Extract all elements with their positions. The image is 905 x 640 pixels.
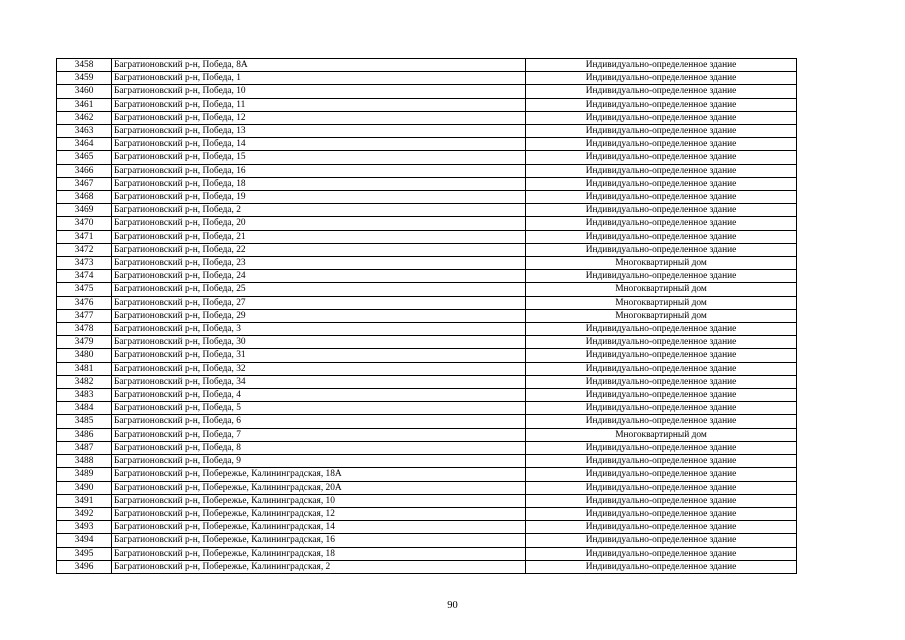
building-type-cell: Индивидуально-определенное здание: [526, 230, 797, 243]
table-row: [57, 323, 797, 336]
building-type-cell: Индивидуально-определенное здание: [526, 481, 797, 494]
address-cell: Багратионовский р-н, Побережье, Калининградская, 10: [112, 494, 526, 507]
row-number-cell: 3459: [57, 72, 112, 85]
row-number-cell: 3474: [57, 270, 112, 283]
building-type-cell: Индивидуально-определенное здание: [526, 455, 797, 468]
building-type-cell: Индивидуально-определенное здание: [526, 98, 797, 111]
building-type-cell: Индивидуально-определенное здание: [526, 402, 797, 415]
table-row: [57, 191, 797, 204]
row-number-cell: 3492: [57, 507, 112, 520]
address-cell: Багратионовский р-н, Победа, 8: [112, 441, 526, 454]
address-cell: Багратионовский р-н, Победа, 8А: [112, 59, 526, 72]
table-row: [57, 151, 797, 164]
table-row: [57, 217, 797, 230]
row-number-cell: 3466: [57, 164, 112, 177]
table-row: [57, 164, 797, 177]
address-cell: Багратионовский р-н, Побережье, Калининградская, 14: [112, 521, 526, 534]
address-cell: Багратионовский р-н, Победа, 7: [112, 428, 526, 441]
row-number-cell: 3495: [57, 547, 112, 560]
building-type-cell: Многоквартирный дом: [526, 309, 797, 322]
row-number-cell: 3469: [57, 204, 112, 217]
table-row: [57, 243, 797, 256]
table-row: [57, 270, 797, 283]
address-cell: Багратионовский р-н, Победа, 18: [112, 177, 526, 190]
building-type-cell: Индивидуально-определенное здание: [526, 191, 797, 204]
address-cell: Багратионовский р-н, Победа, 31: [112, 349, 526, 362]
row-number-cell: 3460: [57, 85, 112, 98]
registry-table: [56, 58, 797, 574]
row-number-cell: 3472: [57, 243, 112, 256]
address-cell: Багратионовский р-н, Победа, 5: [112, 402, 526, 415]
address-cell: Багратионовский р-н, Победа, 12: [112, 111, 526, 124]
table-row: [57, 375, 797, 388]
building-type-cell: Индивидуально-определенное здание: [526, 85, 797, 98]
address-cell: Багратионовский р-н, Победа, 25: [112, 283, 526, 296]
address-cell: Багратионовский р-н, Победа, 23: [112, 257, 526, 270]
row-number-cell: 3489: [57, 468, 112, 481]
table-row: [57, 560, 797, 573]
table-row: [57, 362, 797, 375]
building-type-cell: Индивидуально-определенное здание: [526, 138, 797, 151]
address-cell: Багратионовский р-н, Побережье, Калининградская, 12: [112, 507, 526, 520]
address-cell: Багратионовский р-н, Победа, 34: [112, 375, 526, 388]
row-number-cell: 3480: [57, 349, 112, 362]
address-cell: Багратионовский р-н, Победа, 32: [112, 362, 526, 375]
building-type-cell: Индивидуально-определенное здание: [526, 323, 797, 336]
table-row: [57, 441, 797, 454]
table-row: [57, 204, 797, 217]
row-number-cell: 3477: [57, 309, 112, 322]
building-type-cell: Многоквартирный дом: [526, 257, 797, 270]
row-number-cell: 3481: [57, 362, 112, 375]
row-number-cell: 3482: [57, 375, 112, 388]
table-row: [57, 138, 797, 151]
address-cell: Багратионовский р-н, Победа, 13: [112, 125, 526, 138]
address-cell: Багратионовский р-н, Победа, 29: [112, 309, 526, 322]
row-number-cell: 3491: [57, 494, 112, 507]
table-row: [57, 177, 797, 190]
row-number-cell: 3458: [57, 59, 112, 72]
row-number-cell: 3476: [57, 296, 112, 309]
building-type-cell: Индивидуально-определенное здание: [526, 468, 797, 481]
building-type-cell: Индивидуально-определенное здание: [526, 217, 797, 230]
address-cell: Багратионовский р-н, Победа, 6: [112, 415, 526, 428]
building-type-cell: Индивидуально-определенное здание: [526, 111, 797, 124]
row-number-cell: 3465: [57, 151, 112, 164]
row-number-cell: 3461: [57, 98, 112, 111]
row-number-cell: 3487: [57, 441, 112, 454]
row-number-cell: 3478: [57, 323, 112, 336]
row-number-cell: 3467: [57, 177, 112, 190]
building-type-cell: Индивидуально-определенное здание: [526, 177, 797, 190]
table-row: [57, 125, 797, 138]
address-cell: Багратионовский р-н, Победа, 11: [112, 98, 526, 111]
address-cell: Багратионовский р-н, Победа, 30: [112, 336, 526, 349]
document-page: [56, 58, 796, 574]
table-row: [57, 72, 797, 85]
address-cell: Багратионовский р-н, Победа, 15: [112, 151, 526, 164]
table-row: [57, 402, 797, 415]
address-cell: Багратионовский р-н, Победа, 9: [112, 455, 526, 468]
row-number-cell: 3479: [57, 336, 112, 349]
row-number-cell: 3484: [57, 402, 112, 415]
table-row: [57, 481, 797, 494]
table-row: [57, 415, 797, 428]
address-cell: Багратионовский р-н, Победа, 19: [112, 191, 526, 204]
table-row: [57, 349, 797, 362]
table-row: [57, 428, 797, 441]
row-number-cell: 3462: [57, 111, 112, 124]
table-row: [57, 257, 797, 270]
building-type-cell: Индивидуально-определенное здание: [526, 389, 797, 402]
building-type-cell: Индивидуально-определенное здание: [526, 204, 797, 217]
table-row: [57, 336, 797, 349]
building-type-cell: Индивидуально-определенное здание: [526, 521, 797, 534]
row-number-cell: 3485: [57, 415, 112, 428]
building-type-cell: Индивидуально-определенное здание: [526, 164, 797, 177]
table-row: [57, 468, 797, 481]
address-cell: Багратионовский р-н, Победа, 22: [112, 243, 526, 256]
building-type-cell: Индивидуально-определенное здание: [526, 72, 797, 85]
address-cell: Багратионовский р-н, Победа, 24: [112, 270, 526, 283]
address-cell: Багратионовский р-н, Победа, 4: [112, 389, 526, 402]
address-cell: Багратионовский р-н, Победа, 20: [112, 217, 526, 230]
registry-table-body: [57, 59, 797, 574]
address-cell: Багратионовский р-н, Победа, 21: [112, 230, 526, 243]
address-cell: Багратионовский р-н, Побережье, Калининградская, 18: [112, 547, 526, 560]
table-row: [57, 547, 797, 560]
address-cell: Багратионовский р-н, Побережье, Калининградская, 2: [112, 560, 526, 573]
row-number-cell: 3473: [57, 257, 112, 270]
table-row: [57, 98, 797, 111]
building-type-cell: Индивидуально-определенное здание: [526, 375, 797, 388]
building-type-cell: Индивидуально-определенное здание: [526, 507, 797, 520]
row-number-cell: 3471: [57, 230, 112, 243]
address-cell: Багратионовский р-н, Победа, 10: [112, 85, 526, 98]
address-cell: Багратионовский р-н, Победа, 2: [112, 204, 526, 217]
table-row: [57, 455, 797, 468]
table-row: [57, 507, 797, 520]
table-row: [57, 230, 797, 243]
row-number-cell: 3470: [57, 217, 112, 230]
row-number-cell: 3468: [57, 191, 112, 204]
table-row: [57, 296, 797, 309]
table-row: [57, 534, 797, 547]
building-type-cell: Индивидуально-определенное здание: [526, 59, 797, 72]
table-row: [57, 309, 797, 322]
row-number-cell: 3486: [57, 428, 112, 441]
row-number-cell: 3475: [57, 283, 112, 296]
address-cell: Багратионовский р-н, Побережье, Калининградская, 16: [112, 534, 526, 547]
row-number-cell: 3494: [57, 534, 112, 547]
row-number-cell: 3483: [57, 389, 112, 402]
address-cell: Багратионовский р-н, Побережье, Калининградская, 20А: [112, 481, 526, 494]
building-type-cell: Индивидуально-определенное здание: [526, 125, 797, 138]
address-cell: Багратионовский р-н, Победа, 14: [112, 138, 526, 151]
building-type-cell: Индивидуально-определенное здание: [526, 349, 797, 362]
row-number-cell: 3488: [57, 455, 112, 468]
building-type-cell: Индивидуально-определенное здание: [526, 362, 797, 375]
page-number: 90: [447, 600, 458, 611]
table-row: [57, 59, 797, 72]
address-cell: Багратионовский р-н, Победа, 27: [112, 296, 526, 309]
building-type-cell: Индивидуально-определенное здание: [526, 560, 797, 573]
table-row: [57, 111, 797, 124]
address-cell: Багратионовский р-н, Побережье, Калининградская, 18А: [112, 468, 526, 481]
row-number-cell: 3493: [57, 521, 112, 534]
building-type-cell: Индивидуально-определенное здание: [526, 336, 797, 349]
row-number-cell: 3490: [57, 481, 112, 494]
building-type-cell: Многоквартирный дом: [526, 283, 797, 296]
address-cell: Багратионовский р-н, Победа, 3: [112, 323, 526, 336]
table-row: [57, 494, 797, 507]
building-type-cell: Индивидуально-определенное здание: [526, 441, 797, 454]
building-type-cell: Индивидуально-определенное здание: [526, 547, 797, 560]
building-type-cell: Индивидуально-определенное здание: [526, 494, 797, 507]
building-type-cell: Индивидуально-определенное здание: [526, 534, 797, 547]
table-row: [57, 389, 797, 402]
row-number-cell: 3464: [57, 138, 112, 151]
building-type-cell: Индивидуально-определенное здание: [526, 270, 797, 283]
building-type-cell: Многоквартирный дом: [526, 296, 797, 309]
row-number-cell: 3463: [57, 125, 112, 138]
row-number-cell: 3496: [57, 560, 112, 573]
table-row: [57, 521, 797, 534]
address-cell: Багратионовский р-н, Победа, 16: [112, 164, 526, 177]
building-type-cell: Многоквартирный дом: [526, 428, 797, 441]
building-type-cell: Индивидуально-определенное здание: [526, 243, 797, 256]
table-row: [57, 85, 797, 98]
building-type-cell: Индивидуально-определенное здание: [526, 415, 797, 428]
building-type-cell: Индивидуально-определенное здание: [526, 151, 797, 164]
address-cell: Багратионовский р-н, Победа, 1: [112, 72, 526, 85]
table-row: [57, 283, 797, 296]
